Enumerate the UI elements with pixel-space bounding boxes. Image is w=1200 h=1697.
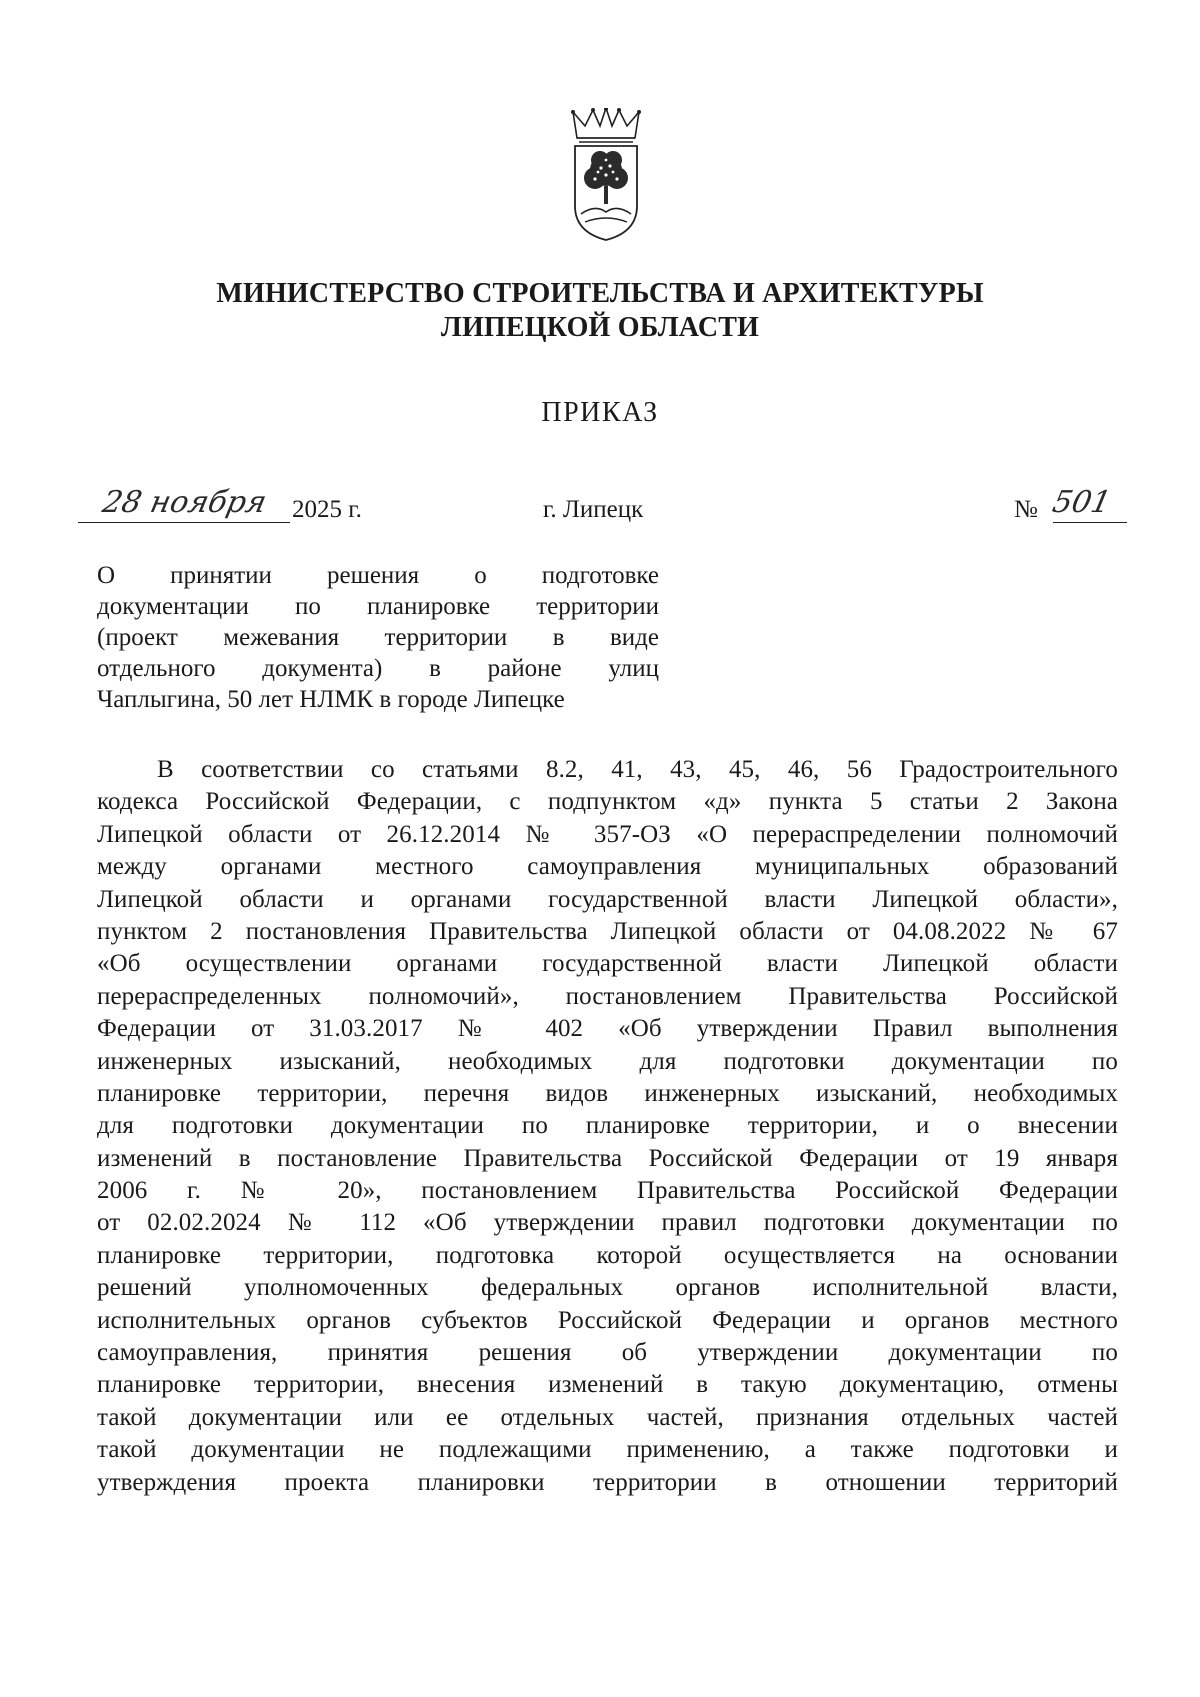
number-handwritten — [1049, 485, 1127, 523]
body-line: решений уполномоченных федеральных органов исполнительной власти, — [97, 1274, 1118, 1302]
body-line: пунктом 2 постановления Правительства Липецкой области от 04.08.2022 № 67 — [97, 917, 1118, 945]
body-line: перераспределенных полномочий», постановлением Правительства Российской — [97, 982, 1118, 1010]
body-line: исполнительных органов субъектов Российской Федерации и органов местного — [97, 1306, 1118, 1334]
body-line: Федерации от 31.03.2017 № 402 «Об утверждении Правил выполнения — [97, 1015, 1118, 1043]
body-line: такой документации не подлежащими применению, а также подготовки и — [97, 1436, 1118, 1464]
body-line: планировке территории, внесения изменений в такую документацию, отмены — [97, 1371, 1118, 1399]
subject-line: отдельного документа) в районе улиц — [97, 655, 659, 682]
body-line: утверждения проекта планировки территории в отношении территорий — [97, 1468, 1118, 1496]
body-line: планировке территории, подготовка которой осуществляется на основании — [97, 1241, 1118, 1269]
body-line: для подготовки документации по планировке территории, и о внесении — [97, 1112, 1118, 1140]
body-line: Липецкой области и органами государственной власти Липецкой области», — [97, 885, 1118, 913]
date-handwritten — [78, 486, 290, 523]
date-handwritten-text: 28 ноября — [98, 485, 270, 520]
subject-line: документации по планировке территории — [97, 593, 659, 620]
body-line: «Об осуществлении органами государственной власти Липецкой области — [97, 950, 1118, 978]
subject-line: Чаплыгина, 50 лет НЛМК в городе Липецке — [97, 686, 565, 713]
body-line: от 02.02.2024 № 112 «Об утверждении правил подготовки документации по — [97, 1209, 1118, 1237]
year: 2025 г. — [292, 496, 362, 523]
date-number-row — [0, 485, 1200, 534]
body-line: Липецкой области от 26.12.2014 № 357-ОЗ «О перераспределении полномочий — [97, 820, 1118, 848]
ministry-name-line1: МИНИСТЕРСТВО СТРОИТЕЛЬСТВА И АРХИТЕКТУРЫ — [216, 278, 984, 309]
ministry-name-line2: ЛИПЕЦКОЙ ОБЛАСТИ — [440, 312, 760, 343]
body-line: такой документации или ее отдельных частей, признания отдельных частей — [97, 1403, 1118, 1431]
body-line: В соответствии со статьями 8.2, 41, 43, 45, 46, 56 Градостроительного — [157, 756, 1118, 783]
number-label: № — [1014, 496, 1038, 523]
body-line: между органами местного самоуправления муниципальных образований — [97, 853, 1118, 881]
order-subject — [97, 560, 659, 715]
document-type: ПРИКАЗ — [541, 397, 659, 428]
body-line: самоуправления, принятия решения об утверждении документации по — [97, 1339, 1118, 1367]
order-body — [97, 754, 1118, 1499]
number-handwritten-text: 501 — [1049, 485, 1115, 520]
body-line: изменений в постановление Правительства Российской Федерации от 19 января — [97, 1144, 1118, 1172]
city: г. Липецк — [543, 496, 644, 523]
body-line: 2006 г. № 20», постановлением Правительства Российской Федерации — [97, 1177, 1118, 1205]
body-line: планировке территории, перечня видов инженерных изысканий, необходимых — [97, 1079, 1118, 1107]
coat-of-arms-icon — [565, 108, 647, 243]
body-line: инженерных изысканий, необходимых для подготовки документации по — [97, 1047, 1118, 1075]
subject-line: О принятии решения о подготовке — [97, 562, 659, 589]
body-line: кодекса Российской Федерации, с подпунктом «д» пункта 5 статьи 2 Закона — [97, 788, 1118, 816]
subject-line: (проект межевания территории в виде — [97, 624, 659, 651]
